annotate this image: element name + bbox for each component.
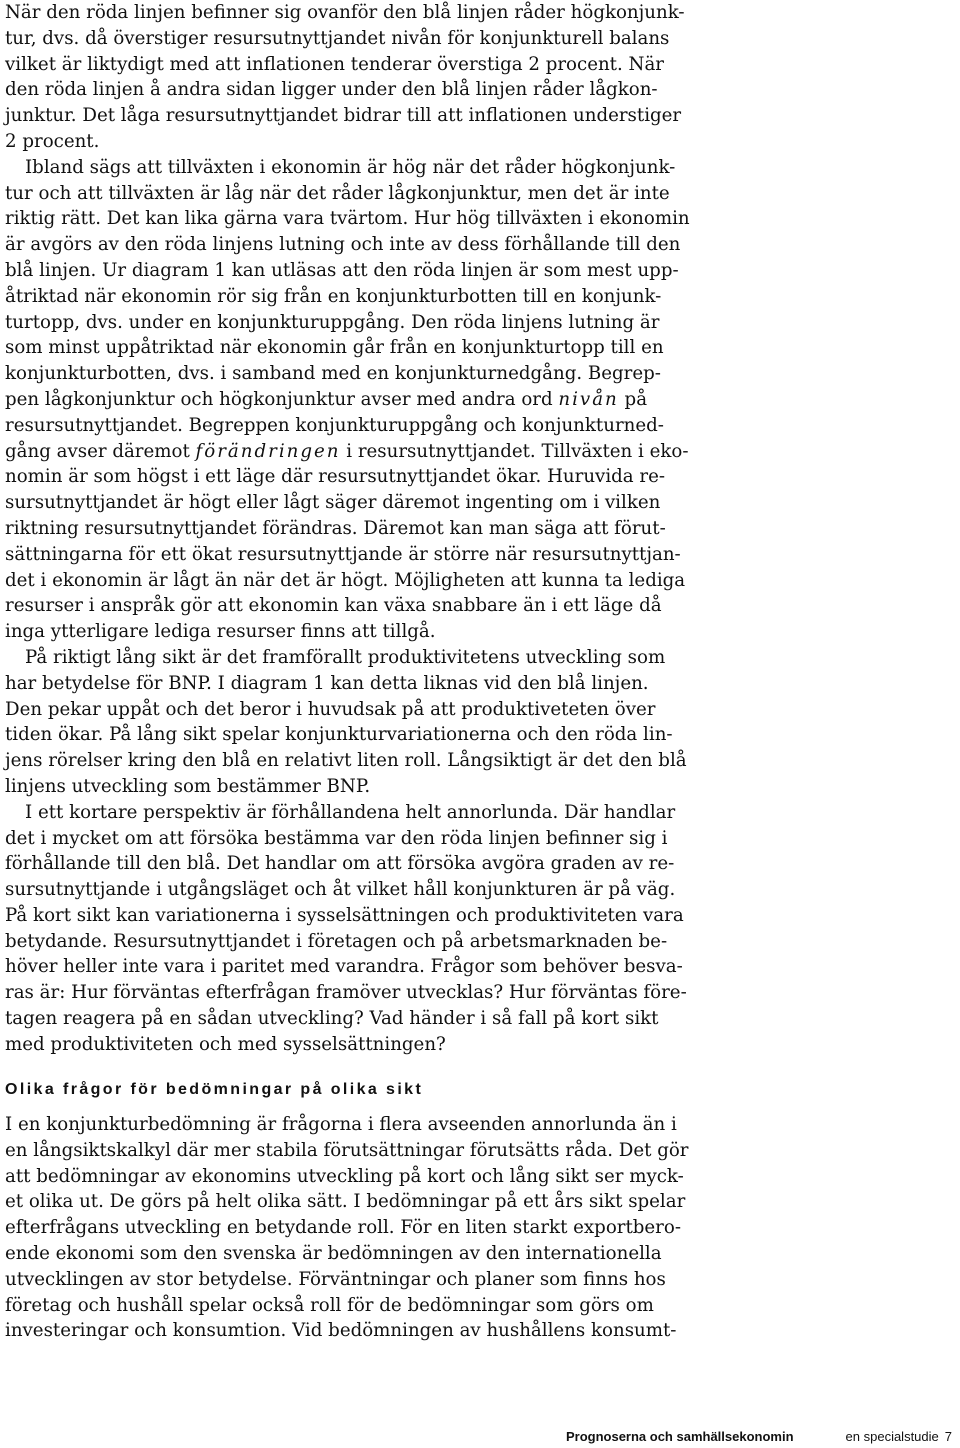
text-line: riktig rätt. Det kan lika gärna vara tvärtom. Hur hög tillväxten i ekonomin — [5, 208, 690, 230]
text-line: utvecklingen av stor betydelse. Förväntningar och planer som finns hos — [5, 1268, 666, 1290]
text-line: junktur. Det låga resursutnyttjandet bidrar till att inflationen understiger — [5, 105, 682, 127]
text-line: På kort sikt kan variationerna i sysselsättningen och produktiviteten vara — [5, 904, 684, 926]
text-line: tiden ökar. På lång sikt spelar konjunkturvariationerna och den röda lin- — [5, 724, 673, 746]
text-segment: gång avser däremot — [5, 440, 196, 462]
text-line: sursutnyttjandet är högt eller lågt säger däremot ingenting om i vilken — [5, 492, 661, 514]
text-line: resurser i anspråk gör att ekonomin kan växa snabbare än i ett läge då — [5, 595, 662, 617]
text-line: konjunkturbotten, dvs. i samband med en konjunkturnedgång. Begrep- — [5, 363, 661, 385]
text-line: ras är: Hur förväntas efterfrågan framöver utvecklas? Hur förväntas före- — [5, 982, 687, 1004]
text-line: inga ytterligare lediga resurser finns att tillgå. — [5, 621, 436, 643]
text-line: har betydelse för BNP. I diagram 1 kan detta liknas vid den blå linjen. — [5, 672, 649, 694]
text-segment: i resursutnyttjandet. Tillväxten i eko- — [340, 440, 689, 462]
text-segment: pen lågkonjunktur och högkonjunktur avser med andra ord — [5, 388, 559, 410]
text-line: det i ekonomin är lågt än när det är högt. Möjligheten att kunna ta lediga — [5, 569, 686, 591]
text-line: som minst uppåtriktad när ekonomin går från en konjunkturtopp till en — [5, 337, 664, 359]
text-line: turtopp, dvs. under en konjunkturuppgång. Den röda linjens lutning är — [5, 311, 660, 333]
text-line: et olika ut. De görs på helt olika sätt. I bedömningar på ett års sikt spelar — [5, 1191, 686, 1213]
text-line: företag och hushåll spelar också roll för de bedömningar som görs om — [5, 1294, 654, 1316]
text-line: Ibland sägs att tillväxten i ekonomin är hög när det råder högkonjunk- — [25, 156, 676, 178]
text-line: med produktiviteten och med sysselsättningen? — [5, 1033, 446, 1055]
text-line: det i mycket om att försöka bestämma var den röda linjen befinner sig i — [5, 827, 668, 849]
text-line: sursutnyttjande i utgångsläget och åt vilket håll konjunkturen är på väg. — [5, 879, 676, 901]
text-line: tur och att tillväxten är låg när det råder lågkonjunktur, men det är inte — [5, 182, 670, 204]
emphasized-term: förändringen — [195, 440, 341, 462]
text-line: förhållande till den blå. Det handlar om att försöka avgöra graden av re- — [5, 853, 675, 875]
text-line: ende ekonomi som den svenska är bedömningen av den internationella — [5, 1242, 662, 1264]
text-line: tur, dvs. då överstiger resursutnyttjandet nivån för konjunkturell balans — [5, 27, 670, 49]
text-line: höver heller inte vara i paritet med varandra. Frågor som behöver besva- — [5, 956, 683, 978]
text-line: den röda linjen å andra sidan ligger under den blå linjen råder lågkon- — [5, 79, 658, 101]
text-line: investeringar och konsumtion. Vid bedömningen av hushållens konsumt- — [5, 1320, 677, 1342]
text-line: tagen reagera på en sådan utveckling? Vad händer i så fall på kort sikt — [5, 1008, 659, 1030]
emphasized-term: nivån — [558, 388, 619, 410]
section-heading: Olika frågor för bedömningar på olika sikt — [5, 1081, 424, 1098]
text-line — [5, 439, 689, 465]
text-segment: på — [618, 388, 648, 410]
text-line: riktning resursutnyttjandet förändras. Däremot kan man säga att förut- — [5, 517, 666, 539]
text-line: att bedömningar av ekonomins utveckling på kort och lång sikt ser myck- — [5, 1165, 684, 1187]
text-line: är avgörs av den röda linjens lutning och inte av dess förhållande till den — [5, 234, 681, 256]
text-line: jens rörelser kring den blå en relativt liten roll. Långsiktigt är det den blå — [5, 750, 687, 772]
section-body-text — [5, 1112, 689, 1344]
text-line: På riktigt lång sikt är det framförallt produktivitetens utveckling som — [25, 646, 666, 668]
page-footer — [566, 1429, 952, 1444]
text-line: I en konjunkturbedömning är frågorna i flera avseenden annorlunda än i — [5, 1114, 677, 1135]
text-line: åtriktad när ekonomin rör sig från en konjunkturbotten till en konjunk- — [5, 285, 662, 307]
text-line: resursutnyttjandet. Begreppen konjunkturuppgång och konjunkturned- — [5, 414, 664, 436]
text-line: sättningarna för ett ökat resursutnyttjande är större när resursutnyttjan- — [5, 543, 681, 565]
text-line — [5, 387, 650, 413]
text-line: en långsiktskalkyl där mer stabila förutsättningar förutsätts råda. Det gör — [5, 1139, 689, 1161]
text-line: blå linjen. Ur diagram 1 kan utläsas att den röda linjen är som mest upp- — [5, 259, 679, 281]
page-number: 7 — [944, 1429, 952, 1444]
text-line: När den röda linjen befinner sig ovanför den blå linjen råder högkonjunk- — [5, 2, 685, 23]
body-text — [5, 0, 690, 1058]
footer-subtitle: en specialstudie — [845, 1429, 939, 1444]
text-line: nomin är som högst i ett läge där resursutnyttjandet ökar. Huruvida re- — [5, 466, 666, 488]
text-line: 2 procent. — [5, 130, 100, 152]
text-line: linjens utveckling som bestämmer BNP. — [5, 775, 371, 797]
text-line: I ett kortare perspektiv är förhållandena helt annorlunda. Där handlar — [25, 801, 676, 823]
footer-title: Prognoserna och samhällsekonomin — [565, 1429, 794, 1444]
text-line: Den pekar uppåt och det beror i huvudsak på att produktiveteten över — [5, 698, 656, 720]
text-line: betydande. Resursutnyttjandet i företagen och på arbetsmarknaden be- — [5, 930, 668, 952]
text-line: vilket är liktydigt med att inflationen tenderar överstiga 2 procent. När — [5, 53, 664, 75]
text-line: efterfrågans utveckling en betydande roll. För en liten starkt exportbero- — [5, 1217, 681, 1239]
